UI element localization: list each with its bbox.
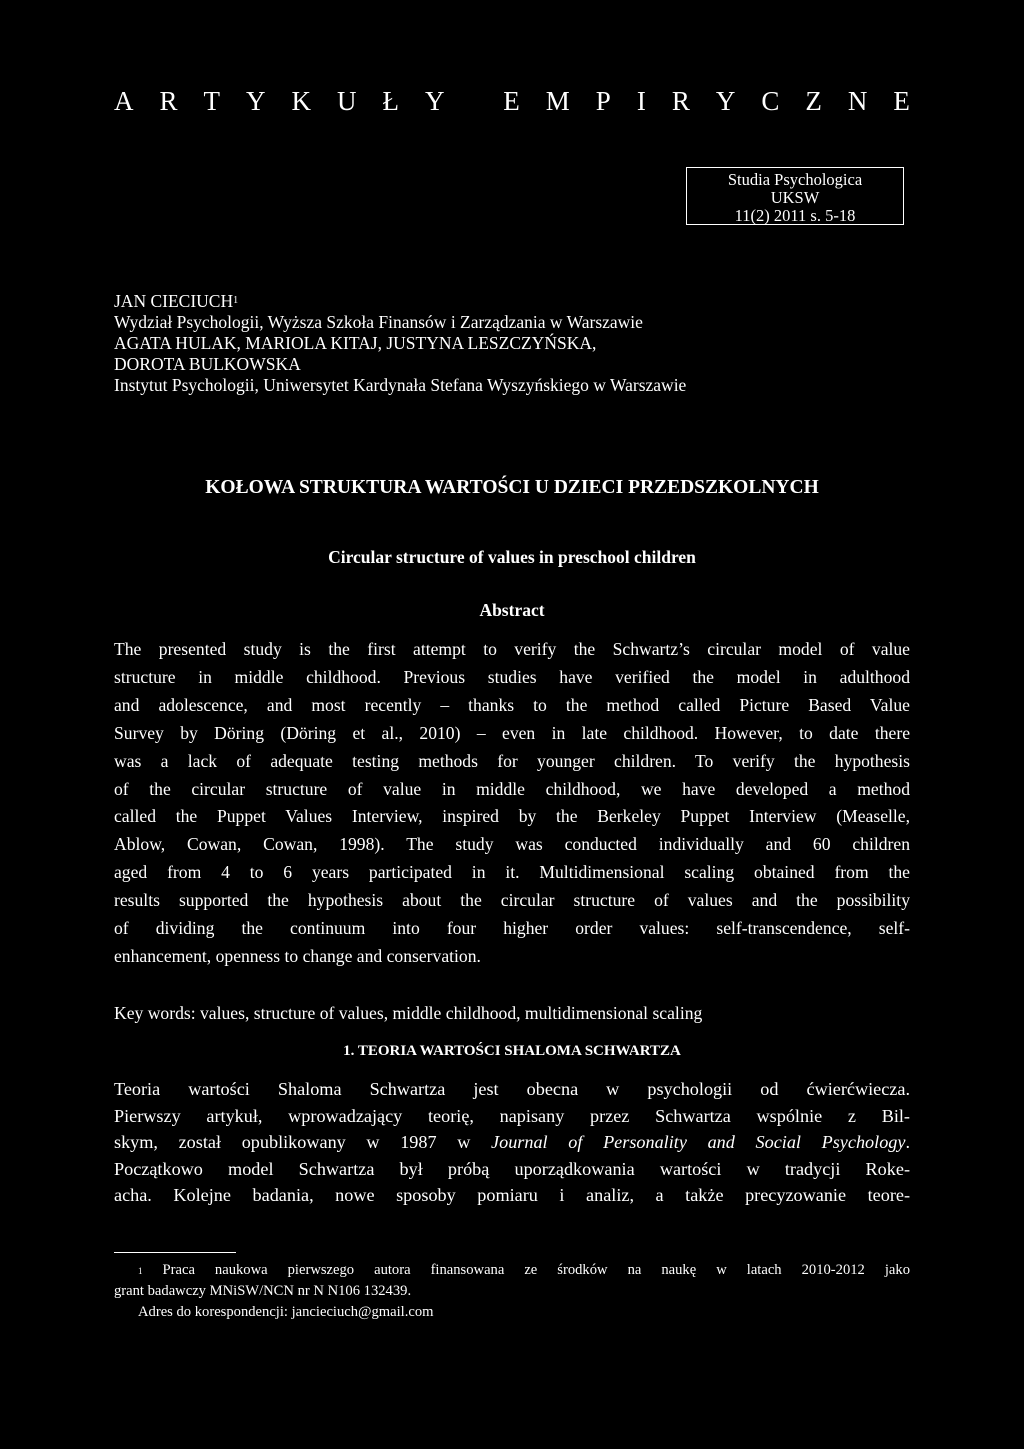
section-header-letter: U — [337, 86, 357, 116]
body-line-period: . — [905, 1132, 911, 1152]
section-header-letter: M — [545, 86, 570, 116]
body-line-with-journal — [114, 1129, 910, 1156]
journal-name: Studia Psychologica — [727, 170, 863, 189]
section-header-letter: E — [503, 86, 520, 116]
journal-title-italic: Journal of Personality and Social Psychology — [491, 1132, 906, 1152]
section-1-heading: 1. TEORIA WARTOŚCI SHALOMA SCHWARTZA — [343, 1043, 681, 1059]
journal-publisher: UKSW — [770, 188, 820, 207]
footnote-mark: 1 — [233, 295, 239, 306]
section-header-letter: C — [761, 86, 780, 116]
body-line: acha. Kolejne badania, nowe sposoby pomiaru i analiz, a także precyzowanie teore- — [114, 1185, 910, 1205]
abstract-body — [114, 636, 910, 971]
coauthors-line-1: AGATA HULAK, MARIOLA KITAJ, JUSTYNA LESZCZYŃSKA, — [114, 333, 597, 353]
footnote-line-3 — [114, 1302, 910, 1323]
author-block — [114, 291, 904, 396]
abstract-line: Ablow, Cowan, Cowan, 1998). The study was conducted individually and 60 children — [114, 834, 910, 855]
author-1: JAN CIECIUCH — [114, 291, 234, 311]
body-line: Początkowo model Schwartza był próbą uporządkowania wartości w tradycji Roke- — [114, 1158, 910, 1179]
section-header-letter: R — [671, 86, 690, 116]
coauthors-line-2: DOROTA BULKOWSKA — [114, 354, 301, 374]
section-header-letter: R — [159, 86, 178, 116]
footnote-text: Praca naukowa pierwszego autora finansowana ze środków na naukę w latach 2010-2012 jako — [162, 1262, 910, 1278]
abstract-line: and adolescence, and most recently – thanks to the method called Picture Based Value — [114, 694, 910, 715]
section-header — [114, 84, 910, 118]
section-header-letter: P — [595, 86, 611, 116]
section-header-gap — [471, 84, 478, 118]
section-header-letter: I — [636, 86, 646, 116]
abstract-line: was a lack of adequate testing methods for younger children. To verify the hypothesis — [114, 750, 910, 771]
keywords: Key words: values, structure of values, middle childhood, multidimensional scaling — [114, 1003, 703, 1023]
abstract-line: aged from 4 to 6 years participated in it. Multidimensional scaling obtained from the — [114, 862, 910, 883]
section-header-letter: Y — [425, 86, 445, 116]
footnote-divider — [114, 1252, 236, 1253]
article-title-pl: KOŁOWA STRUKTURA WARTOŚCI U DZIECI PRZEDSZKOLNYCH — [205, 477, 819, 498]
section-header-letter: A — [114, 86, 134, 116]
section-header-letter: Z — [805, 86, 822, 116]
footnote-line-1 — [114, 1260, 910, 1281]
author-line-1 — [114, 291, 904, 312]
abstract-heading: Abstract — [479, 600, 545, 620]
journal-issue: 11(2) 2011 s. 5-18 — [734, 206, 856, 225]
abstract-line: of the circular structure of value in middle childhood, we have developed a method — [114, 778, 910, 799]
abstract-line: called the Puppet Values Interview, inspired by the Berkeley Puppet Interview (Measelle, — [114, 806, 910, 827]
body-line: Teoria wartości Shaloma Schwartza jest obecna w psychologii od ćwierćwiecza. — [114, 1079, 910, 1099]
abstract-line: results supported the hypothesis about the circular structure of values and the possibility — [114, 890, 910, 911]
footnote-number: 1 — [138, 1266, 143, 1276]
abstract-line: The presented study is the first attempt to verify the Schwartz’s circular model of value — [114, 639, 910, 659]
journal-info-box — [686, 167, 904, 225]
footnotes — [114, 1260, 910, 1323]
correspondence-address: Adres do korespondencji: jancieciuch@gmail.com — [138, 1304, 434, 1320]
section-header-letter: Y — [246, 86, 266, 116]
affiliation-2: Instytut Psychologii, Uniwersytet Kardynała Stefana Wyszyńskiego w Warszawie — [114, 375, 687, 395]
body-line: Pierwszy artykuł, wprowadzający teorię, napisany przez Schwartza wspólnie z Bil- — [114, 1105, 910, 1126]
footnote-line-2: grant badawczy MNiSW/NCN nr N N106 132439. — [114, 1283, 412, 1299]
affiliation-1: Wydział Psychologii, Wyższa Szkoła Finansów i Zarządzania w Warszawie — [114, 312, 643, 332]
section-header-letter: N — [847, 86, 868, 116]
section-header-letter: Y — [715, 86, 736, 116]
section-header-letter: Ł — [382, 86, 400, 116]
article-title-en: Circular structure of values in preschool children — [328, 547, 696, 567]
abstract-line: enhancement, openness to change and conservation. — [114, 945, 481, 966]
abstract-line: structure in middle childhood. Previous studies have verified the model in adulthood — [114, 666, 910, 687]
abstract-line: of dividing the continuum into four higher order values: self-transcendence, self- — [114, 918, 910, 939]
abstract-line: Survey by Döring (Döring et al., 2010) – even in late childhood. However, to date there — [114, 722, 910, 743]
body-text — [114, 1076, 910, 1209]
section-header-letter: E — [893, 86, 910, 116]
section-header-letter: K — [291, 86, 312, 116]
body-line-text: skym, został opublikowany w 1987 w — [114, 1132, 492, 1152]
section-header-letter: T — [203, 86, 221, 116]
